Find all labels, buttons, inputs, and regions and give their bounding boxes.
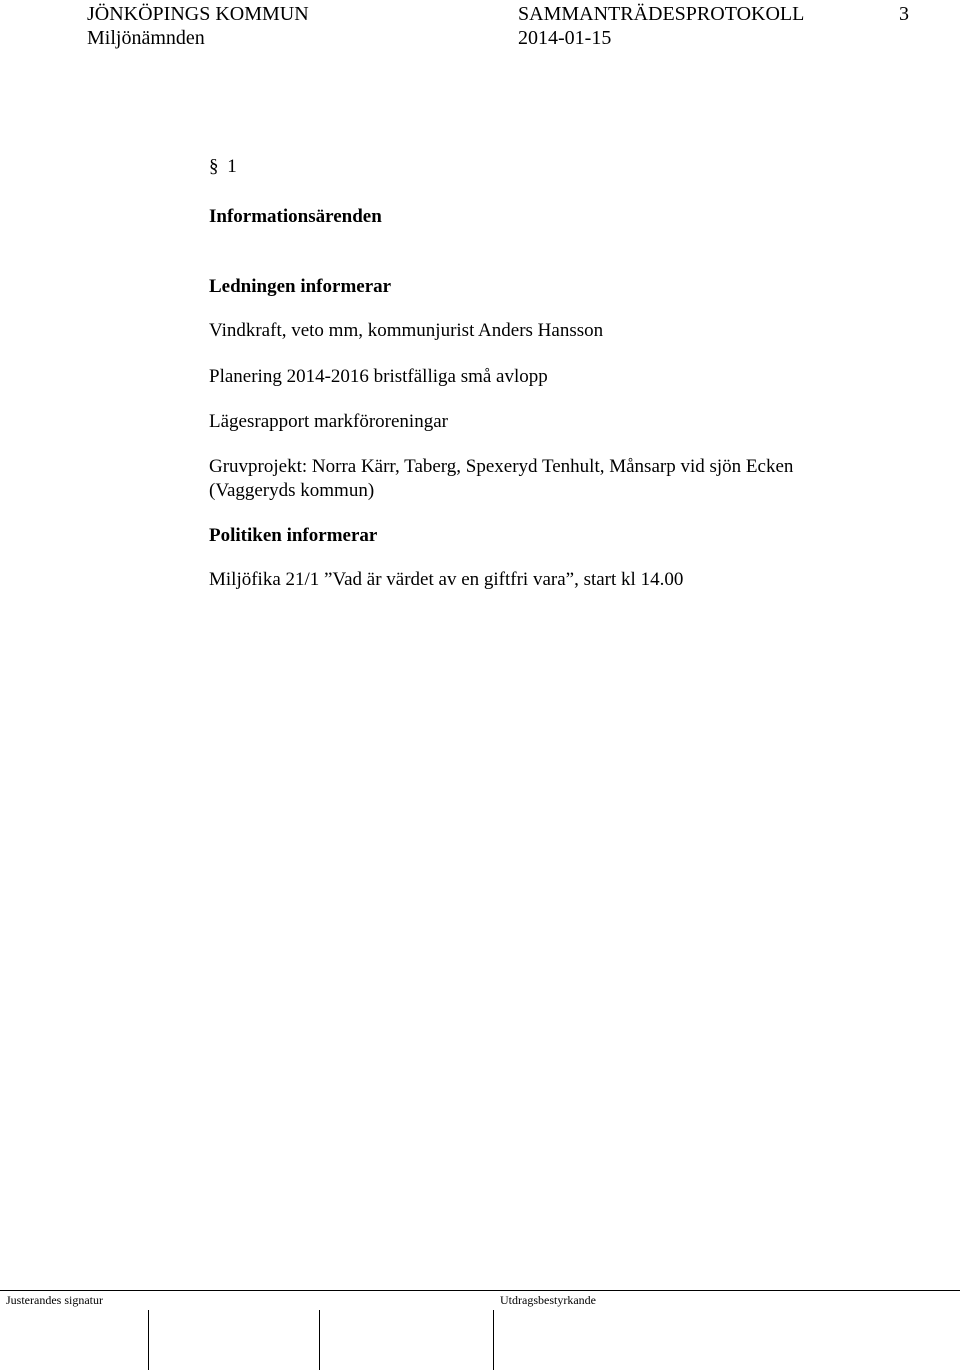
section-marker <box>209 155 237 179</box>
list-item: (Vaggeryds kommun) <box>209 480 375 501</box>
paragraph-sign: § <box>209 156 219 177</box>
page-number: 3 <box>899 3 909 25</box>
section-title: Informationsärenden <box>209 206 382 227</box>
signature-box-divider <box>493 1310 494 1370</box>
signature-label: Justerandes signatur <box>6 1293 103 1307</box>
signature-box-divider <box>319 1310 320 1370</box>
footer-divider <box>0 1290 960 1291</box>
org-name: JÖNKÖPINGS KOMMUN <box>87 3 309 25</box>
certification-label: Utdragsbestyrkande <box>500 1293 596 1307</box>
list-item: Miljöfika 21/1 ”Vad är värdet av en giftfri vara”, start kl 14.00 <box>209 569 684 590</box>
group-heading-ledningen: Ledningen informerar <box>209 276 392 297</box>
list-item: Lägesrapport markföroreningar <box>209 411 448 432</box>
list-item: Vindkraft, veto mm, kommunjurist Anders Hansson <box>209 320 604 341</box>
list-item: Planering 2014-2016 bristfälliga små avlopp <box>209 366 548 387</box>
committee-name: Miljönämnden <box>87 27 205 49</box>
group-heading-politiken: Politiken informerar <box>209 525 378 546</box>
document-type: SAMMANTRÄDESPROTOKOLL <box>518 3 805 25</box>
signature-box-divider <box>148 1310 149 1370</box>
list-item: Gruvprojekt: Norra Kärr, Taberg, Spexeryd Tenhult, Månsarp vid sjön Ecken <box>209 456 794 477</box>
section-number: 1 <box>227 156 237 177</box>
meeting-date: 2014-01-15 <box>518 27 612 49</box>
